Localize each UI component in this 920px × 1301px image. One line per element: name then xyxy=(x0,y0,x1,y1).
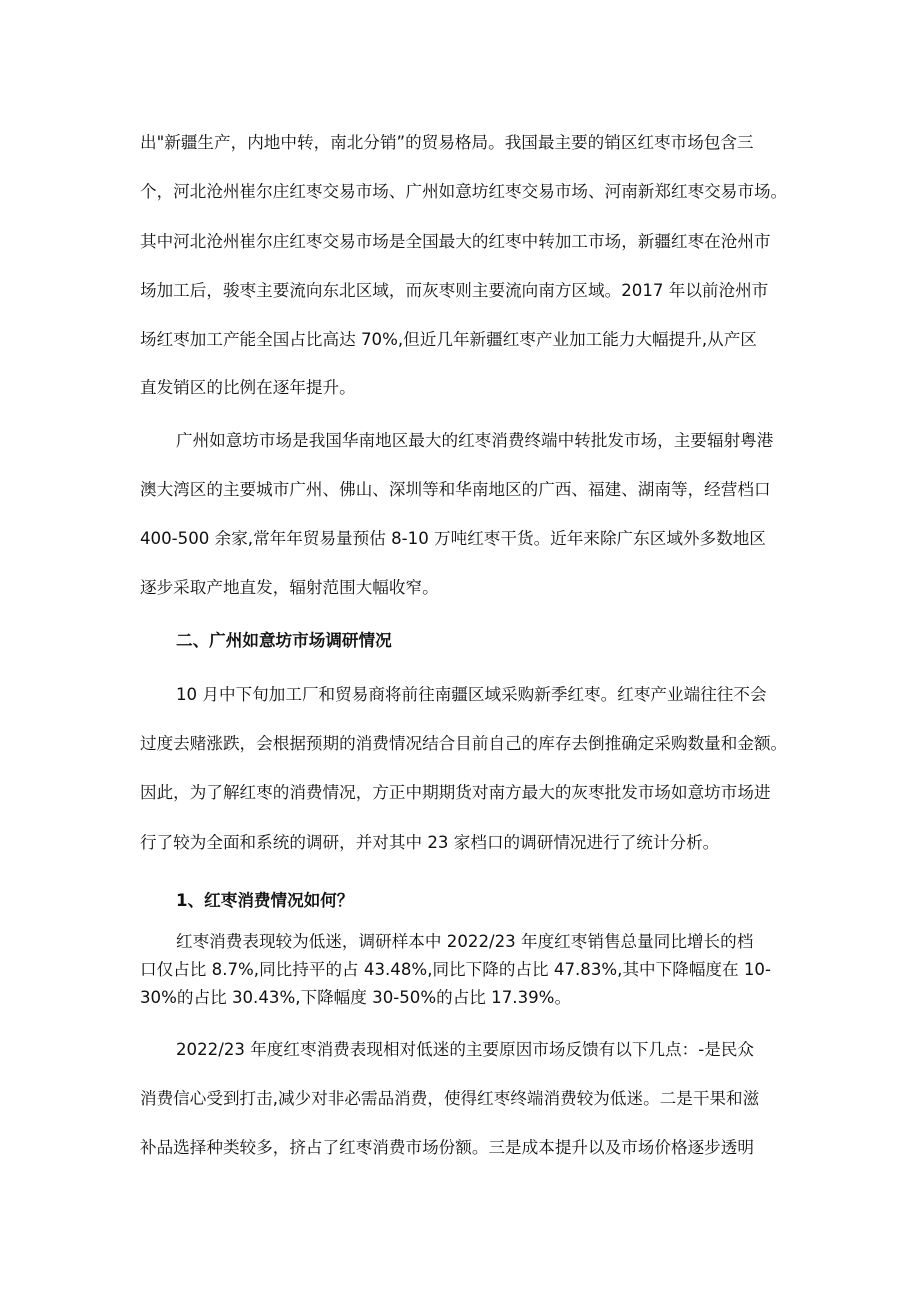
text-line: 出"新疆生产，内地中转，南北分销”的贸易格局。我国最主要的销区红枣市场包含三 xyxy=(140,133,754,152)
text-line: 2022/23 年度红枣消费表现相对低迷的主要原因市场反馈有以下几点：-是民众 xyxy=(176,1040,755,1059)
text-line: 30%的占比 30.43%,下降幅度 30-50%的占比 17.39%。 xyxy=(140,988,572,1007)
text-line: 个，河北沧州崔尔庄红枣交易市场、广州如意坊红枣交易市场、河南新郑红枣交易市场。 xyxy=(140,182,788,201)
text-line: 400-500 余家,常年年贸易量预估 8-10 万吨红枣干货。近年来除广东区域外多数地区 xyxy=(140,529,766,548)
text-line: 其中河北沧州崔尔庄红枣交易市场是全国最大的红枣中转加工市场，新疆红枣在沧州市 xyxy=(140,232,771,251)
text-line: 直发销区的比例在逐年提升。 xyxy=(140,378,356,397)
text-line: 行了较为全面和系统的调研，并对其中 23 家档口的调研情况进行了统计分析。 xyxy=(140,833,720,852)
text-line: 过度去赌涨跌，会根据预期的消费情况结合目前自己的库存去倒推确定采购数量和金额。 xyxy=(140,734,788,753)
text-line: 口仅占比 8.7%,同比持平的占 43.48%,同比下降的占比 47.83%,其中下降幅度在 10- xyxy=(140,960,771,979)
text-line: 场加工后，骏枣主要流向东北区域，而灰枣则主要流向南方区域。2017 年以前沧州市 xyxy=(140,281,769,300)
text-line: 澳大湾区的主要城市广州、佛山、深圳等和华南地区的广西、福建、湖南等，经营档口 xyxy=(140,480,771,499)
text-line: 逐步采取产地直发，辐射范围大幅收窄。 xyxy=(140,578,439,597)
text-line: 红枣消费表现较为低迷，调研样本中 2022/23 年度红枣销售总量同比增长的档 xyxy=(176,932,754,951)
text-line: 因此，为了解红枣的消费情况，方正中期期货对南方最大的灰枣批发市场如意坊市场进 xyxy=(140,783,771,802)
text-line: 场红枣加工产能全国占比高达 70%,但近几年新疆红枣产业加工能力大幅提升,从产区 xyxy=(140,330,757,349)
section-heading: 二、广州如意坊市场调研情况 xyxy=(176,631,392,650)
text-line: 广州如意坊市场是我国华南地区最大的红枣消费终端中转批发市场，主要辐射粤港 xyxy=(176,431,774,450)
text-line: 10 月中下旬加工厂和贸易商将前往南疆区域采购新季红枣。红枣产业端往往不会 xyxy=(176,685,767,704)
text-line: 补品选择种类较多，挤占了红枣消费市场份额。三是成本提升以及市场价格逐步透明 xyxy=(140,1138,754,1157)
text-line: 消费信心受到打击,减少对非必需品消费，使得红枣终端消费较为低迷。二是干果和滋 xyxy=(140,1089,760,1108)
subheading: 1、红枣消费情况如何？ xyxy=(176,891,354,910)
